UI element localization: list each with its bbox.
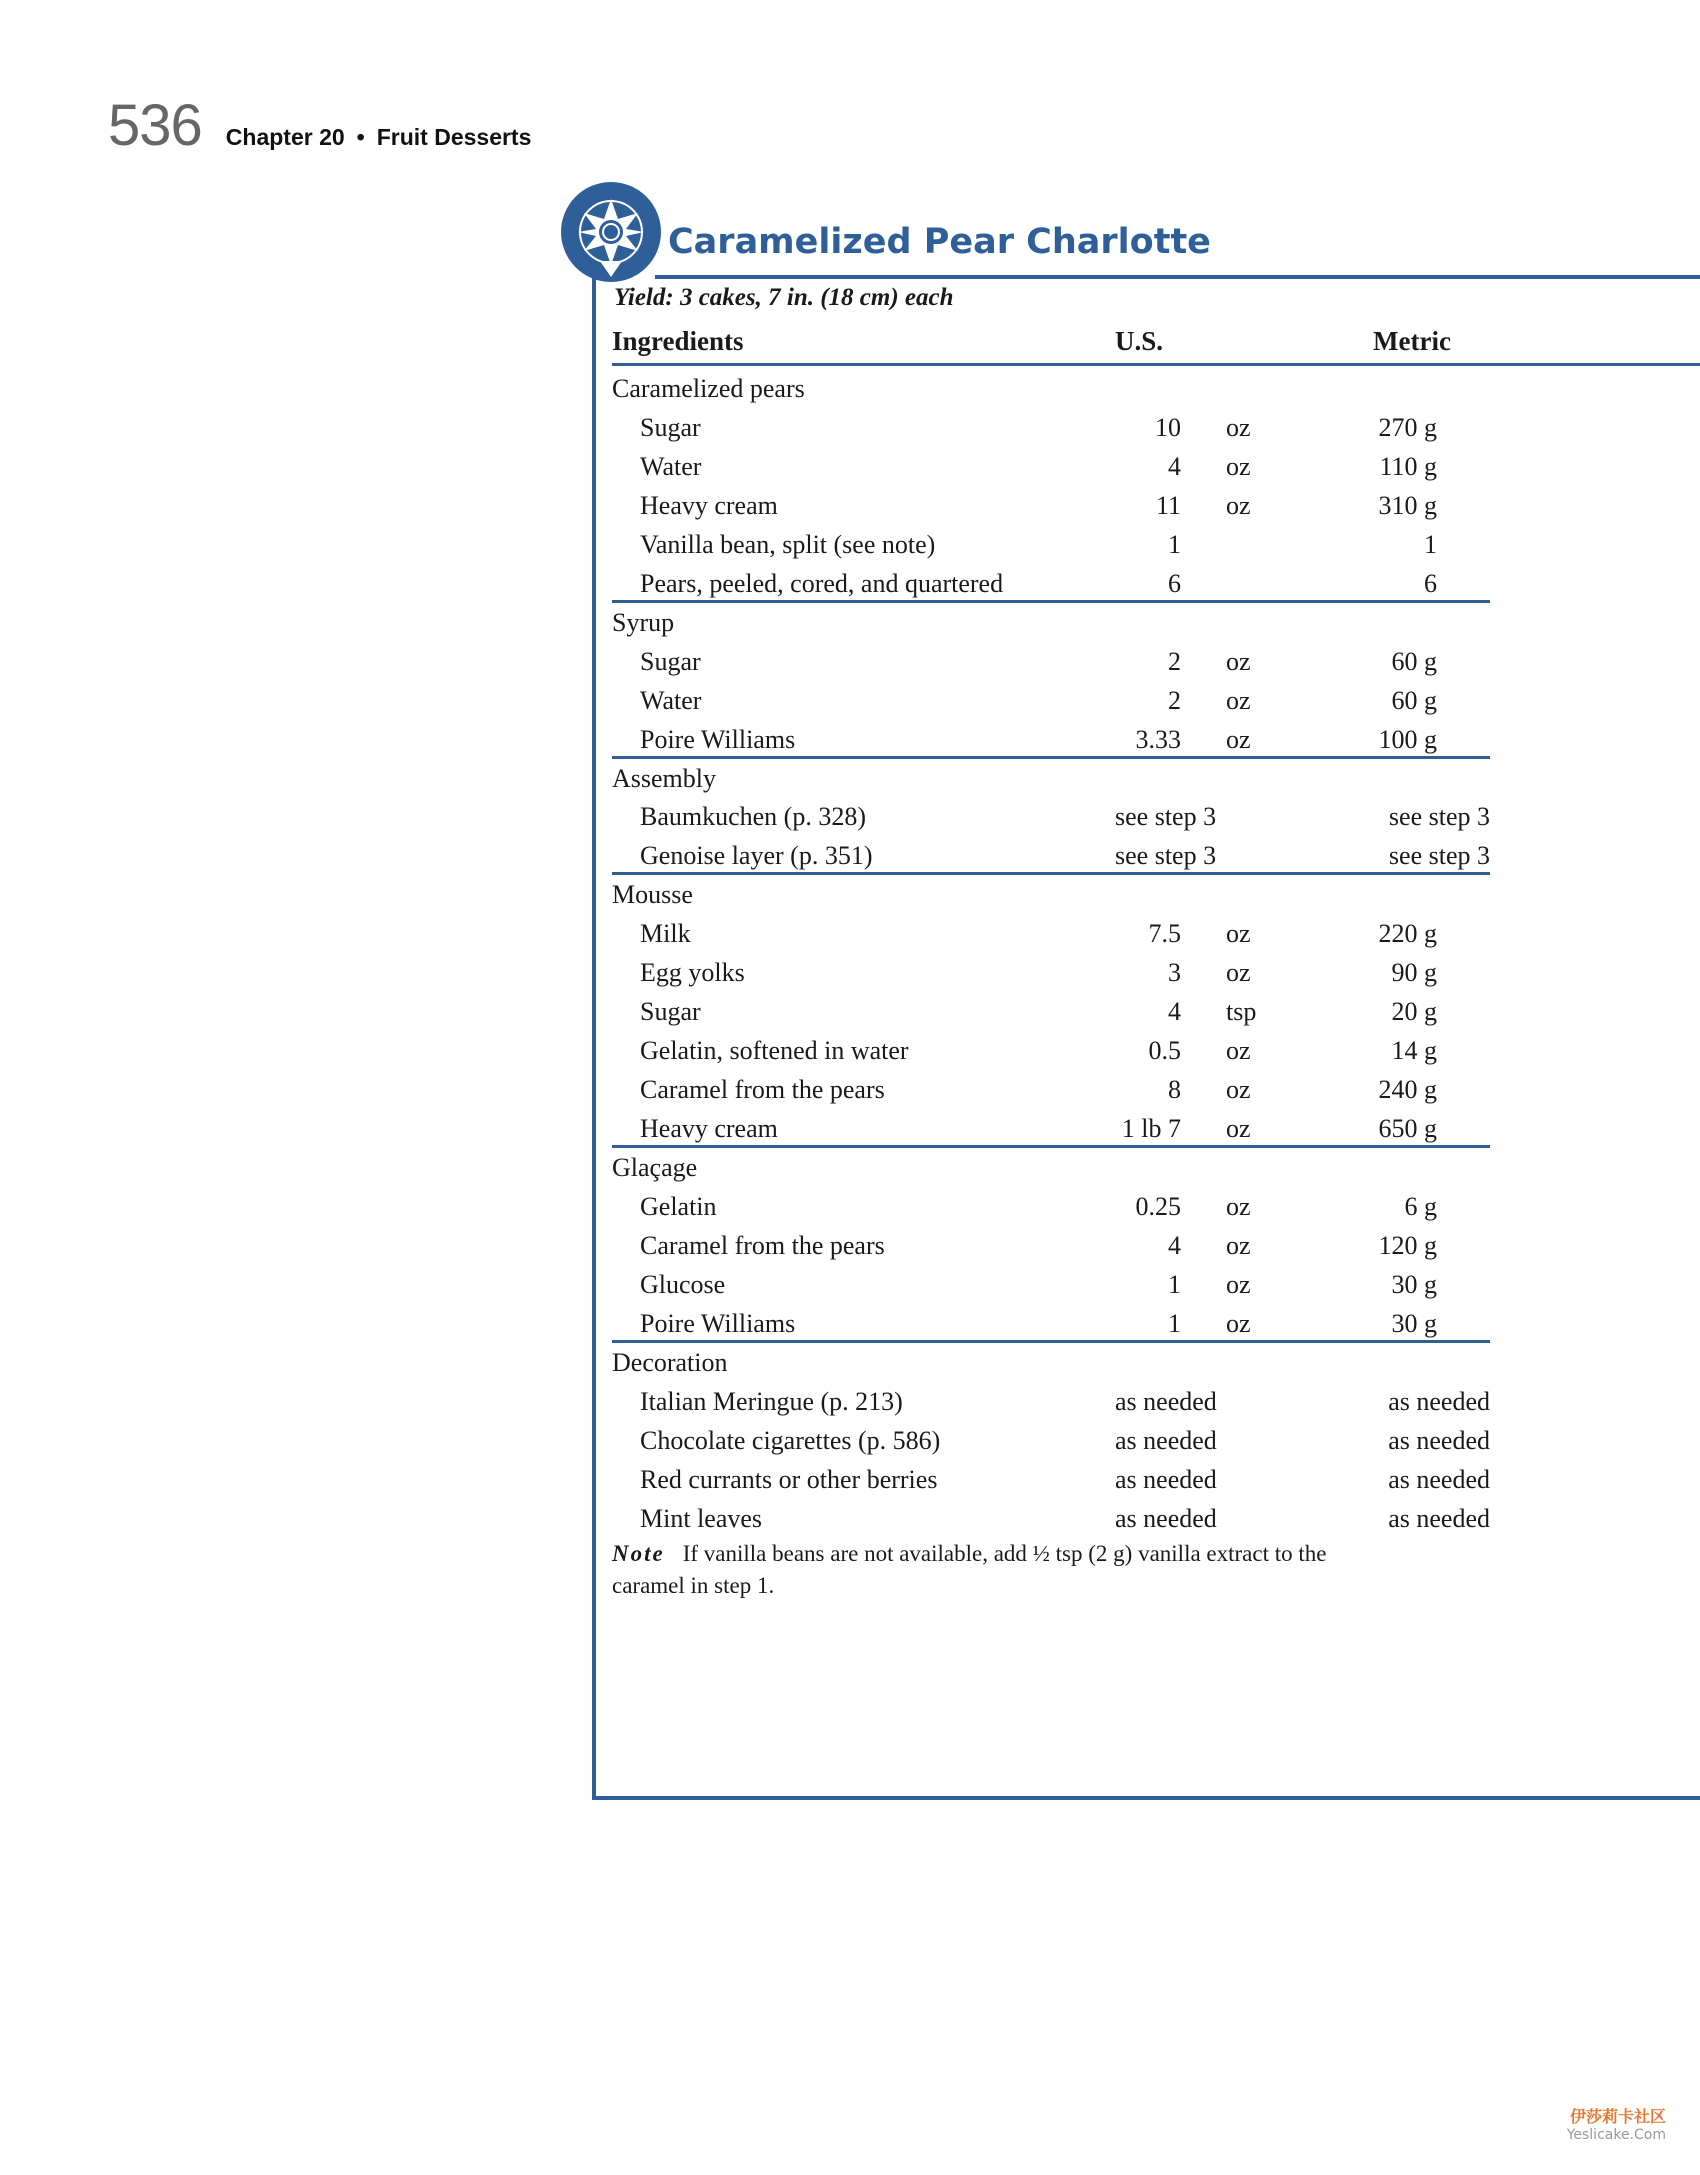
section-divider xyxy=(612,756,1490,759)
us-amount: 1 xyxy=(1168,529,1181,559)
ingredient-row xyxy=(0,1500,1700,1538)
metric-amount: 1 xyxy=(1424,529,1437,559)
metric-amount: 6 xyxy=(1424,568,1437,598)
us-unit: oz xyxy=(1226,490,1251,520)
watermark-url: Yeslicake.Com xyxy=(1566,2127,1666,2143)
column-header-metric: Metric xyxy=(1373,326,1451,356)
le-cordon-bleu-seal-icon xyxy=(560,181,662,283)
us-quantity: see step 3 xyxy=(1115,802,1217,832)
ingredient-row xyxy=(0,1071,1700,1109)
section-row xyxy=(0,760,1700,798)
watermark-cn: 伊莎莉卡社区 xyxy=(1569,2107,1666,2126)
ingredient-name: Milk xyxy=(640,919,691,949)
ingredient-row xyxy=(0,1188,1700,1226)
us-amount: 2 xyxy=(1168,646,1181,676)
us-quantity: as needed xyxy=(1115,1425,1217,1455)
running-head xyxy=(226,124,532,151)
ingredient-name: Heavy cream xyxy=(640,490,778,520)
metric-amount: 310 g xyxy=(1378,490,1437,520)
metric-amount: 100 g xyxy=(1378,724,1437,754)
section-label: Fruit Desserts xyxy=(376,124,532,150)
metric-amount: 60 g xyxy=(1391,685,1437,715)
us-unit: oz xyxy=(1226,1075,1251,1105)
section-divider xyxy=(612,872,1490,875)
section-divider xyxy=(612,1340,1490,1343)
page-header xyxy=(108,92,531,159)
ingredient-name: Water xyxy=(640,451,702,481)
chapter-label: Chapter 20 xyxy=(225,124,345,150)
ingredient-row xyxy=(0,409,1700,447)
ingredient-name: Caramel from the pears xyxy=(640,1230,885,1260)
us-unit: oz xyxy=(1226,724,1251,754)
ingredient-name: Mint leaves xyxy=(640,1503,763,1533)
us-unit: oz xyxy=(1226,412,1251,442)
section-divider xyxy=(612,1145,1490,1148)
us-amount: 11 xyxy=(1155,490,1181,520)
ingredient-row xyxy=(0,798,1700,836)
metric-amount: 60 g xyxy=(1391,646,1437,676)
ingredient-row xyxy=(0,915,1700,953)
ingredient-name: Chocolate cigarettes (p. 586) xyxy=(640,1425,941,1455)
us-amount: 4 xyxy=(1168,997,1181,1027)
metric-amount: 90 g xyxy=(1391,958,1437,988)
ingredient-row xyxy=(0,1110,1700,1148)
metric-amount: 30 g xyxy=(1391,1308,1437,1338)
metric-amount: 6 g xyxy=(1404,1191,1437,1221)
us-unit: oz xyxy=(1226,451,1251,481)
ingredient-row xyxy=(0,643,1700,681)
ingredient-name: Vanilla bean, split (see note) xyxy=(640,529,936,559)
us-unit: oz xyxy=(1226,1036,1251,1066)
ingredient-name: Egg yolks xyxy=(640,958,745,988)
header-rule xyxy=(612,363,1700,366)
us-amount: 10 xyxy=(1155,412,1181,442)
us-amount: 1 xyxy=(1168,1269,1181,1299)
note-text: If vanilla beans are not available, add ½ tsp (2 g) vanilla extract to the caramel in step 1. xyxy=(612,1541,1327,1598)
metric-amount: 650 g xyxy=(1378,1114,1437,1144)
ingredient-row xyxy=(0,1227,1700,1265)
us-unit: oz xyxy=(1226,1114,1251,1144)
ingredient-row xyxy=(0,1461,1700,1499)
metric-quantity: as needed xyxy=(1388,1503,1490,1533)
ingredient-name: Red currants or other berries xyxy=(640,1464,938,1494)
ingredient-name: Heavy cream xyxy=(640,1114,778,1144)
metric-quantity: as needed xyxy=(1388,1386,1490,1416)
us-unit: oz xyxy=(1226,919,1251,949)
ingredient-row xyxy=(0,993,1700,1031)
metric-amount: 270 g xyxy=(1378,412,1437,442)
ingredient-row xyxy=(0,1383,1700,1421)
us-amount: 2 xyxy=(1168,685,1181,715)
us-amount: 0.5 xyxy=(1148,1036,1181,1066)
us-unit: oz xyxy=(1226,1191,1251,1221)
ingredient-name: Poire Williams xyxy=(640,1308,796,1338)
ingredient-name: Water xyxy=(640,685,702,715)
metric-amount: 20 g xyxy=(1391,997,1437,1027)
ingredient-name: Pears, peeled, cored, and quartered xyxy=(640,568,1004,598)
page-number: 536 xyxy=(108,93,202,158)
ingredient-name: Gelatin, softened in water xyxy=(640,1036,909,1066)
metric-quantity: as needed xyxy=(1388,1464,1490,1494)
ingredient-name: Baumkuchen (p. 328) xyxy=(640,802,867,832)
ingredient-name: Glucose xyxy=(640,1269,726,1299)
ingredient-name: Caramel from the pears xyxy=(640,1075,885,1105)
us-amount: 3 xyxy=(1168,958,1181,988)
us-amount: 1 xyxy=(1168,1308,1181,1338)
metric-amount: 120 g xyxy=(1378,1230,1437,1260)
metric-amount: 110 g xyxy=(1379,451,1437,481)
us-unit: oz xyxy=(1226,1308,1251,1338)
section-row xyxy=(0,876,1700,914)
us-unit: oz xyxy=(1226,685,1251,715)
section-row xyxy=(0,604,1700,642)
us-amount: 4 xyxy=(1168,451,1181,481)
watermark xyxy=(1567,2104,1666,2143)
ingredient-row xyxy=(0,682,1700,720)
section-title: Assembly xyxy=(612,763,716,793)
section-title: Syrup xyxy=(612,607,675,637)
us-amount: 1 lb 7 xyxy=(1121,1114,1181,1144)
ingredient-name: Sugar xyxy=(640,412,701,442)
ingredient-row xyxy=(0,1032,1700,1070)
us-amount: 8 xyxy=(1168,1075,1181,1105)
section-title: Mousse xyxy=(612,880,693,910)
column-header-ingredients: Ingredients xyxy=(612,326,744,356)
us-quantity: as needed xyxy=(1115,1503,1217,1533)
ingredient-name: Italian Meringue (p. 213) xyxy=(640,1386,903,1416)
ingredient-row xyxy=(0,1305,1700,1343)
recipe-yield: Yield: 3 cakes, 7 in. (18 cm) each xyxy=(614,284,954,311)
ingredient-row xyxy=(0,1266,1700,1304)
section-title: Decoration xyxy=(612,1347,728,1377)
metric-amount: 240 g xyxy=(1378,1075,1437,1105)
us-amount: 0.25 xyxy=(1135,1191,1181,1221)
metric-amount: 14 g xyxy=(1391,1036,1437,1066)
us-unit: oz xyxy=(1226,646,1251,676)
bullet-separator: • xyxy=(356,124,365,150)
note-label: Note xyxy=(612,1541,665,1566)
ingredient-row xyxy=(0,448,1700,486)
ingredient-row xyxy=(0,1422,1700,1460)
section-row xyxy=(0,370,1700,408)
section-divider xyxy=(612,600,1490,603)
metric-quantity: see step 3 xyxy=(1388,841,1490,871)
us-amount: 7.5 xyxy=(1148,919,1181,949)
section-row xyxy=(0,1149,1700,1187)
ingredient-row xyxy=(0,487,1700,525)
ingredient-name: Gelatin xyxy=(640,1191,717,1221)
ingredient-name: Poire Williams xyxy=(640,724,796,754)
section-title: Caramelized pears xyxy=(612,374,805,403)
ingredient-row xyxy=(0,526,1700,564)
ingredient-row xyxy=(0,565,1700,603)
metric-quantity: see step 3 xyxy=(1388,802,1490,832)
us-unit: tsp xyxy=(1226,997,1257,1027)
ingredient-row xyxy=(0,837,1700,875)
us-amount: 4 xyxy=(1168,1230,1181,1260)
ingredient-name: Genoise layer (p. 351) xyxy=(640,841,873,871)
recipe-frame-top xyxy=(655,275,1700,279)
ingredient-row xyxy=(0,721,1700,759)
us-quantity: as needed xyxy=(1115,1386,1217,1416)
recipe-frame-bottom xyxy=(592,1796,1700,1800)
us-unit: oz xyxy=(1226,1269,1251,1299)
us-amount: 3.33 xyxy=(1135,724,1181,754)
section-title: Glaçage xyxy=(612,1153,698,1182)
us-quantity: as needed xyxy=(1115,1464,1217,1494)
recipe-note xyxy=(612,1538,1372,1602)
us-unit: oz xyxy=(1226,1230,1251,1260)
ingredient-name: Sugar xyxy=(640,997,701,1027)
metric-amount: 30 g xyxy=(1391,1269,1437,1299)
column-header-us: U.S. xyxy=(1115,326,1164,356)
recipe-title: Caramelized Pear Charlotte xyxy=(668,222,1211,262)
section-row xyxy=(0,1344,1700,1382)
us-quantity: see step 3 xyxy=(1115,841,1217,871)
ingredient-row xyxy=(0,954,1700,992)
us-unit: oz xyxy=(1226,958,1251,988)
metric-quantity: as needed xyxy=(1388,1425,1490,1455)
us-amount: 6 xyxy=(1168,568,1181,598)
ingredient-name: Sugar xyxy=(640,646,701,676)
metric-amount: 220 g xyxy=(1378,919,1437,949)
